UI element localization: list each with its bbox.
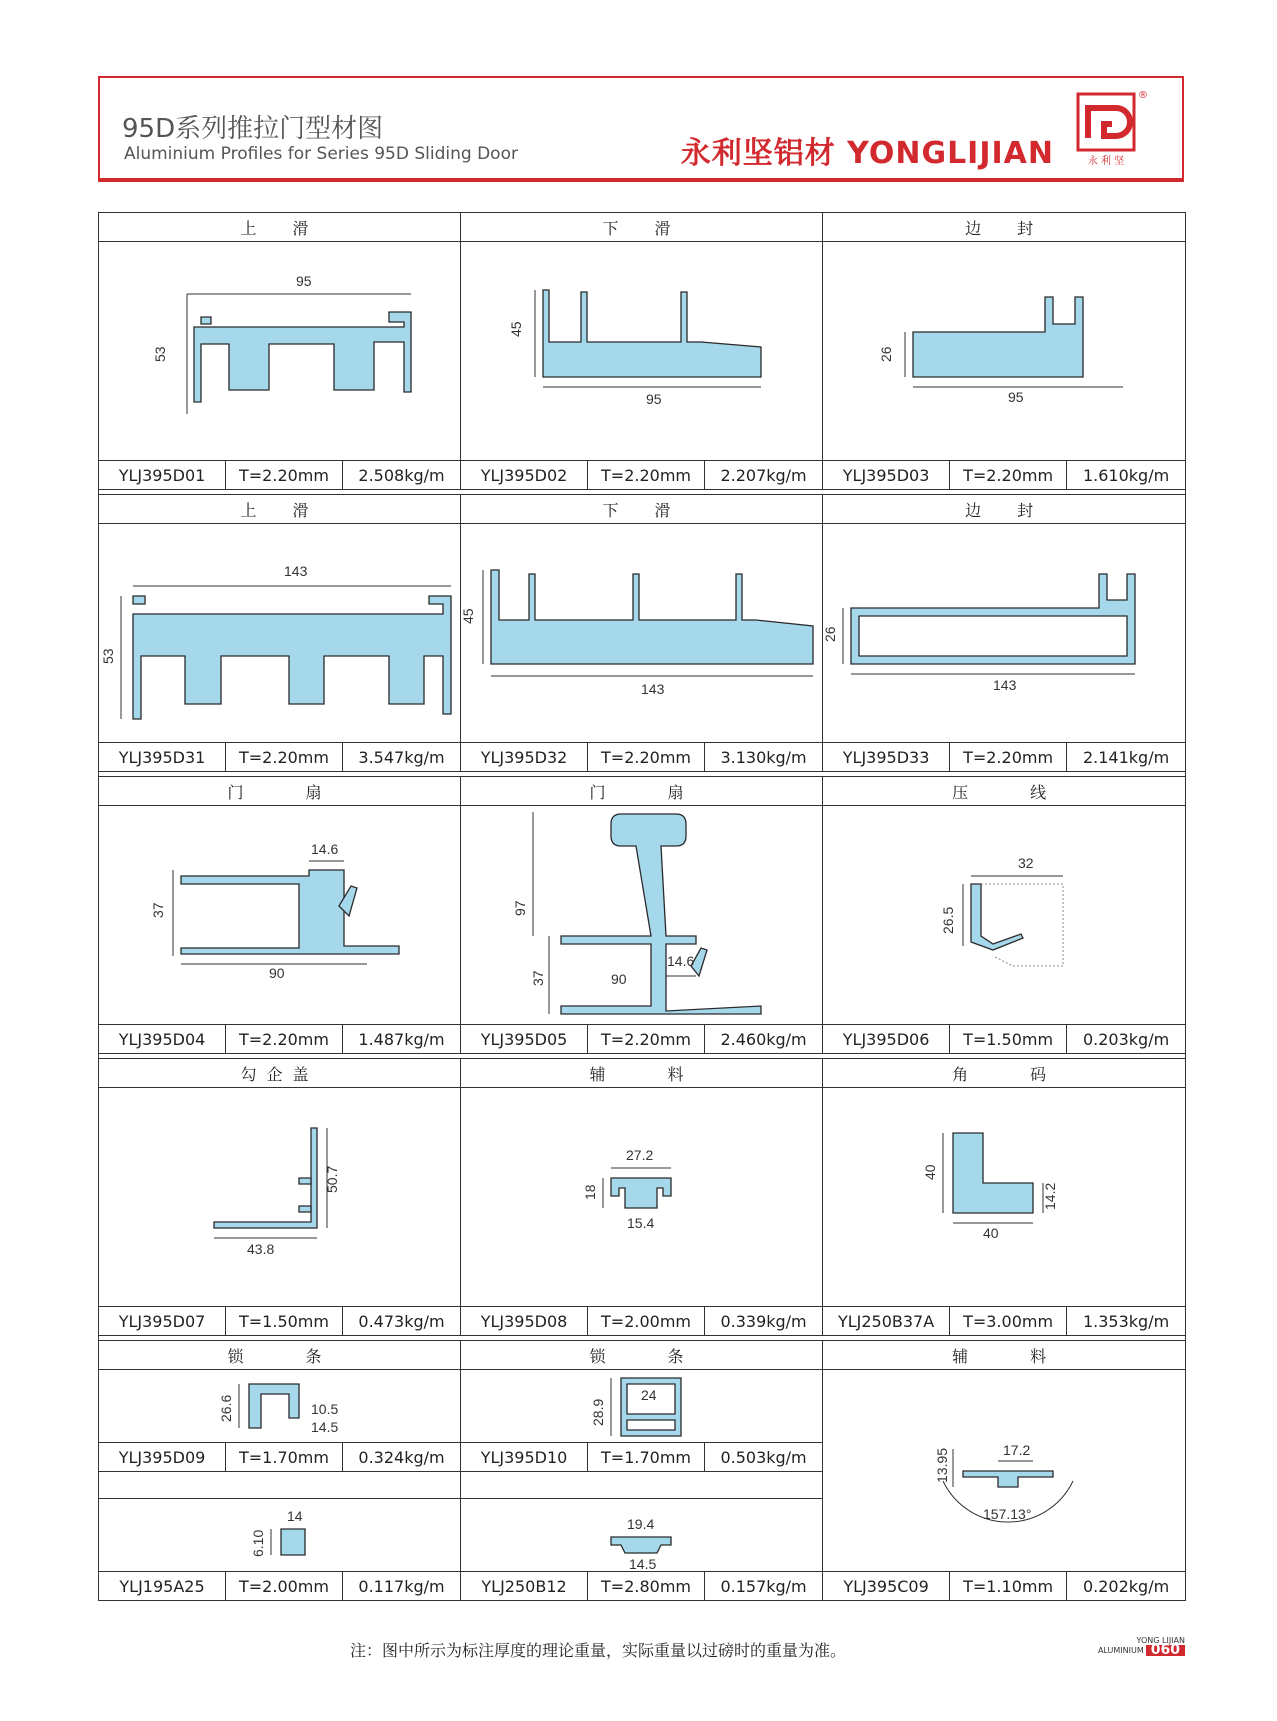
- profile-figure: [99, 524, 461, 743]
- caption-row: [99, 777, 1186, 806]
- profile-thickness: T=2.20mm: [226, 743, 343, 772]
- dim-label: 90: [269, 965, 285, 981]
- profile-code: YLJ395D31: [99, 743, 226, 772]
- profile-weight: 3.130kg/m: [705, 743, 823, 772]
- page-header: [98, 76, 1184, 182]
- profile-thickness: T=2.20mm: [226, 461, 343, 490]
- profile-code: YLJ395D04: [99, 1025, 226, 1054]
- profile-thickness: T=1.50mm: [226, 1307, 343, 1336]
- dim-label: 10.5: [311, 1401, 339, 1417]
- profile-figure: [99, 1088, 461, 1307]
- figure-row: [99, 242, 1186, 461]
- profile-drawing-ylj395d07: [99, 1088, 460, 1306]
- profile-thickness: T=2.00mm: [588, 1307, 705, 1336]
- profile-thickness: T=2.00mm: [226, 1572, 343, 1601]
- profile-caption: 下 滑: [461, 495, 823, 524]
- profile-weight: 2.141kg/m: [1067, 743, 1186, 772]
- dim-label: 6.10: [250, 1529, 266, 1557]
- profile-thickness: T=2.20mm: [950, 461, 1067, 490]
- profile-drawing-ylj395c09: [823, 1371, 1186, 1571]
- page-number: 060: [1146, 1645, 1185, 1656]
- profile-figure: [461, 524, 823, 743]
- dim-label: 19.4: [627, 1516, 655, 1532]
- dim-label: 143: [284, 563, 308, 579]
- page-subtitle: Aluminium Profiles for Series 95D Sliding Door: [124, 144, 518, 164]
- dim-label: 26.5: [940, 906, 957, 934]
- profile-caption: 角 码: [823, 1059, 1186, 1088]
- profile-figure: [99, 806, 461, 1025]
- profile-figure: [99, 1370, 461, 1443]
- profile-weight: 0.202kg/m: [1067, 1572, 1186, 1601]
- dim-label: 37: [530, 970, 547, 986]
- dim-label: 14.2: [1042, 1182, 1059, 1210]
- dim-label: 45: [508, 321, 525, 337]
- profile-table: [98, 212, 1186, 1601]
- figure-row: [99, 806, 1186, 1025]
- profile-weight: 0.117kg/m: [343, 1572, 461, 1601]
- profile-caption: 上 滑: [99, 213, 461, 242]
- profile-code: YLJ395D05: [461, 1025, 588, 1054]
- profile-figure: [461, 1499, 823, 1572]
- dim-label: 40: [922, 1164, 939, 1180]
- profile-thickness: T=2.20mm: [226, 1025, 343, 1054]
- profile-weight: 3.547kg/m: [343, 743, 461, 772]
- profile-code: YLJ250B37A: [823, 1307, 950, 1336]
- profile-weight: 0.324kg/m: [343, 1443, 461, 1472]
- profile-drawing-ylj395d02: [461, 242, 823, 460]
- dim-label: 143: [641, 681, 665, 697]
- profile-thickness: T=2.80mm: [588, 1572, 705, 1601]
- dim-label: 95: [646, 391, 662, 407]
- profile-figure: [823, 806, 1186, 1025]
- profile-caption: 边 封: [823, 213, 1186, 242]
- figure-row: [99, 524, 1186, 743]
- profile-drawing-ylj250b12: [461, 1499, 823, 1571]
- profile-caption: 边 封: [823, 495, 1186, 524]
- profile-weight: 0.339kg/m: [705, 1307, 823, 1336]
- profile-figure: [461, 1088, 823, 1307]
- dim-label: 143: [993, 677, 1017, 693]
- profile-figure: [461, 806, 823, 1025]
- footer-brand-line1: YONG LIJIAN: [1136, 1636, 1185, 1645]
- dim-label: 18: [582, 1184, 599, 1200]
- dim-label: 37: [150, 902, 166, 918]
- dim-label: 15.4: [627, 1215, 655, 1231]
- dim-label: 90: [611, 971, 627, 987]
- caption-row: [99, 1341, 1186, 1370]
- caption-row: [99, 1059, 1186, 1088]
- profile-drawing-ylj395d03: [823, 242, 1186, 460]
- profile-drawing-ylj395d31: [99, 524, 460, 742]
- profile-caption: 下 滑: [461, 213, 823, 242]
- dim-label: 27.2: [626, 1147, 654, 1163]
- dim-label: 14.6: [311, 841, 339, 857]
- dim-label: 17.2: [1003, 1441, 1031, 1458]
- profile-caption: 门 扇: [99, 777, 461, 806]
- dim-label: 14.5: [629, 1556, 657, 1572]
- caption-row: [99, 213, 1186, 242]
- dim-label: 95: [1008, 389, 1024, 405]
- profile-weight: 2.508kg/m: [343, 461, 461, 490]
- profile-weight: 2.207kg/m: [705, 461, 823, 490]
- profile-code: YLJ395D07: [99, 1307, 226, 1336]
- profile-code: YLJ195A25: [99, 1572, 226, 1601]
- profile-drawing-ylj395d33: [823, 524, 1186, 742]
- brand-logo-icon: [1076, 88, 1148, 168]
- dim-label: 26.6: [218, 1394, 234, 1422]
- profile-code: YLJ395D06: [823, 1025, 950, 1054]
- caption-row: [99, 495, 1186, 524]
- empty-cell: [461, 1472, 823, 1499]
- footer-brand-line2: ALUMINIUM: [1098, 1646, 1144, 1655]
- profile-drawing-ylj395d08: [461, 1088, 823, 1306]
- profile-caption: 上 滑: [99, 495, 461, 524]
- profile-weight: 0.157kg/m: [705, 1572, 823, 1601]
- profile-thickness: T=2.20mm: [950, 743, 1067, 772]
- profile-code: YLJ395D08: [461, 1307, 588, 1336]
- profile-drawing-ylj250b37a: [823, 1088, 1186, 1306]
- dim-label: 43.8: [247, 1241, 275, 1257]
- profile-figure: [823, 1088, 1186, 1307]
- profile-code: YLJ395D32: [461, 743, 588, 772]
- profile-drawing-ylj395d04: [99, 806, 460, 1024]
- profile-weight: 1.353kg/m: [1067, 1307, 1186, 1336]
- profile-figure: [823, 524, 1186, 743]
- brand-name: 永利坚铝材 YONGLIJIAN: [680, 136, 1054, 171]
- profile-thickness: T=2.20mm: [588, 743, 705, 772]
- profile-thickness: T=1.10mm: [950, 1572, 1067, 1601]
- profile-code: YLJ395D33: [823, 743, 950, 772]
- profile-figure: [99, 1499, 461, 1572]
- profile-code: YLJ395D10: [461, 1443, 588, 1472]
- dim-label: 45: [460, 608, 477, 624]
- profile-caption: 辅 料: [461, 1059, 823, 1088]
- profile-drawing-ylj395d10: [461, 1370, 823, 1442]
- profile-thickness: T=1.50mm: [950, 1025, 1067, 1054]
- dim-label: 53: [152, 346, 168, 362]
- profile-code: YLJ395C09: [823, 1572, 950, 1601]
- page-footer: [1098, 1636, 1185, 1656]
- profile-caption: 锁 条: [461, 1341, 823, 1370]
- dim-label: 26: [878, 346, 895, 362]
- profile-code: YLJ250B12: [461, 1572, 588, 1601]
- dim-label: 95: [296, 273, 312, 289]
- dim-label: 24: [641, 1387, 657, 1403]
- profile-caption: 门 扇: [461, 777, 823, 806]
- spec-row: [99, 1025, 1186, 1054]
- profile-drawing-ylj195a25: [99, 1499, 460, 1571]
- logo-text: 永 利 坚: [1087, 156, 1125, 167]
- profile-weight: 2.460kg/m: [705, 1025, 823, 1054]
- footnote: 注：图中所示为标注厚度的理论重量，实际重量以过磅时的重量为准。: [350, 1641, 847, 1660]
- dim-label: 14: [287, 1508, 303, 1524]
- profile-caption: 锁 条: [99, 1341, 461, 1370]
- profile-drawing-ylj395d09: [99, 1370, 460, 1442]
- profile-drawing-ylj395d06: [823, 806, 1186, 1024]
- dim-label: 28.9: [590, 1398, 607, 1426]
- dim-label: 13.95: [934, 1447, 951, 1483]
- profile-code: YLJ395D01: [99, 461, 226, 490]
- dim-label: 14.6: [667, 953, 695, 969]
- profile-drawing-ylj395d01: [99, 242, 460, 460]
- dim-label: 14.5: [311, 1419, 339, 1435]
- profile-weight: 1.610kg/m: [1067, 461, 1186, 490]
- spec-row: [99, 743, 1186, 772]
- dim-label: 32: [1018, 855, 1034, 871]
- dim-label: 40: [983, 1225, 999, 1241]
- profile-figure: [461, 1370, 823, 1443]
- profile-code: YLJ395D03: [823, 461, 950, 490]
- profile-caption: 压 线: [823, 777, 1186, 806]
- profile-caption: 勾企盖: [99, 1059, 461, 1088]
- profile-figure: [99, 242, 461, 461]
- profile-weight: 0.203kg/m: [1067, 1025, 1186, 1054]
- figure-row: [99, 1370, 1186, 1443]
- profile-weight: 1.487kg/m: [343, 1025, 461, 1054]
- profile-code: YLJ395D02: [461, 461, 588, 490]
- profile-catalog: [98, 212, 1185, 1601]
- figure-row: [99, 1088, 1186, 1307]
- profile-thickness: T=2.20mm: [588, 461, 705, 490]
- dim-label: 50.7: [324, 1165, 340, 1193]
- profile-weight: 0.503kg/m: [705, 1443, 823, 1472]
- profile-thickness: T=1.70mm: [226, 1443, 343, 1472]
- spec-row: [99, 461, 1186, 490]
- profile-thickness: T=2.20mm: [588, 1025, 705, 1054]
- profile-caption: 辅 料: [823, 1341, 1186, 1370]
- profile-drawing-ylj395d05: [461, 806, 823, 1024]
- dim-label: 53: [100, 648, 116, 664]
- profile-figure: [461, 242, 823, 461]
- dim-label: 157.13°: [983, 1505, 1032, 1522]
- profile-thickness: T=1.70mm: [588, 1443, 705, 1472]
- spec-row: [99, 1572, 1186, 1601]
- profile-figure: [823, 242, 1186, 461]
- spec-row: [99, 1307, 1186, 1336]
- profile-weight: 0.473kg/m: [343, 1307, 461, 1336]
- registered-mark: ®: [1138, 90, 1148, 101]
- profile-code: YLJ395D09: [99, 1443, 226, 1472]
- dim-label: 26: [822, 626, 839, 642]
- profile-figure: [823, 1370, 1186, 1572]
- profile-drawing-ylj395d32: [461, 524, 823, 742]
- profile-thickness: T=3.00mm: [950, 1307, 1067, 1336]
- page-title: 95D系列推拉门型材图: [122, 114, 384, 144]
- dim-label: 97: [512, 900, 529, 916]
- empty-cell: [99, 1472, 461, 1499]
